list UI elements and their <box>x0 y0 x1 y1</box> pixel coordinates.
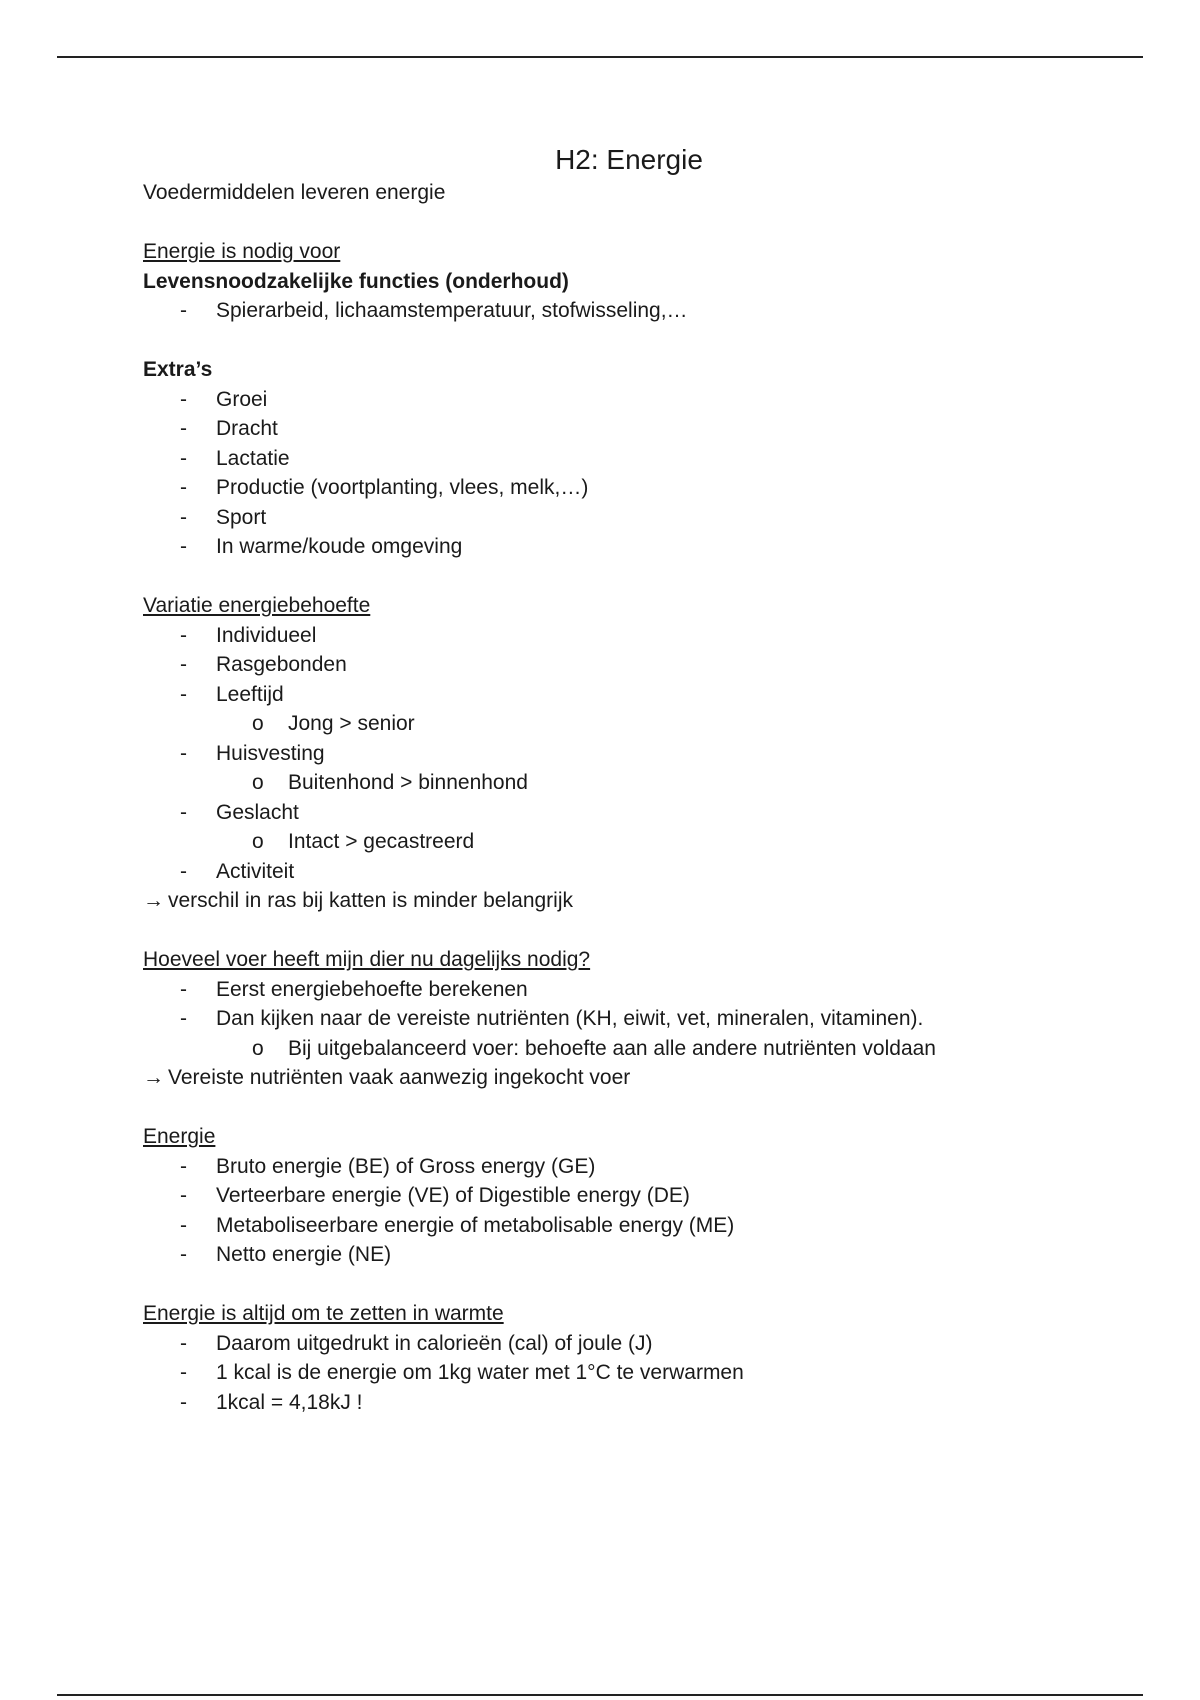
page-title: H2: Energie <box>555 144 703 175</box>
list-item <box>143 1211 1103 1241</box>
list-item-text: Metaboliseerbare energie of metabolisable energy (ME) <box>216 1213 735 1237</box>
list-item <box>143 414 1103 444</box>
list-item-text: Individueel <box>216 623 317 647</box>
dash-bullet: - <box>180 1184 187 1207</box>
sub-list-item-text: Bij uitgebalanceerd voer: behoefte aan alle andere nutriënten voldaan <box>288 1036 936 1060</box>
list-item <box>143 739 1103 769</box>
list-item-text: Activiteit <box>216 859 295 883</box>
section-heading-energy: Energie <box>143 1125 216 1148</box>
list-item <box>143 473 1103 503</box>
list-item <box>143 1181 1103 1211</box>
section-heading-extras: Extra’s <box>143 358 213 381</box>
list-item <box>143 650 1103 680</box>
list-item <box>143 680 1103 710</box>
list-item-text: Verteerbare energie (VE) of Digestible energy (DE) <box>216 1184 690 1207</box>
list-item <box>143 975 1103 1005</box>
circle-bullet: o <box>252 1036 264 1060</box>
list-item-text: Dracht <box>216 417 278 440</box>
dash-bullet: - <box>180 1331 187 1355</box>
list-item-text: Bruto energie (BE) of Gross energy (GE) <box>216 1154 596 1178</box>
dash-bullet: - <box>180 505 187 529</box>
dash-bullet: - <box>180 859 187 883</box>
header-rule <box>57 56 1143 58</box>
section-heading-heat: Energie is altijd om te zetten in warmte <box>143 1302 504 1325</box>
list-item-text: Huisvesting <box>216 741 325 765</box>
list-item-text: In warme/koude omgeving <box>216 535 463 558</box>
dash-bullet: - <box>180 1007 187 1030</box>
dash-bullet: - <box>180 446 187 470</box>
sub-list-item <box>143 709 1103 739</box>
list-item <box>143 798 1103 828</box>
list-item-text: Groei <box>216 387 268 411</box>
dash-bullet: - <box>180 800 187 824</box>
list-item <box>143 1388 1103 1418</box>
list-item <box>143 1152 1103 1182</box>
document-body <box>143 142 1103 1417</box>
dash-bullet: - <box>180 741 187 765</box>
dash-bullet: - <box>180 1361 187 1384</box>
arrow-right-icon: → <box>143 1066 164 1089</box>
list-item <box>143 1358 1103 1388</box>
sub-list-item-text: Buitenhond > binnenhond <box>288 771 528 794</box>
intro-text: Voedermiddelen leveren energie <box>143 181 446 204</box>
list-item <box>143 621 1103 651</box>
arrow-right-icon: → <box>143 889 164 912</box>
dash-bullet: - <box>180 1154 187 1178</box>
list-item-text: Daarom uitgedrukt in calorieën (cal) of joule (J) <box>216 1331 653 1355</box>
list-item <box>143 444 1103 474</box>
sub-list-item <box>143 768 1103 798</box>
list-item-text: Netto energie (NE) <box>216 1243 392 1266</box>
list-item-text: Eerst energiebehoefte berekenen <box>216 977 528 1001</box>
list-item-text: Leeftijd <box>216 682 284 706</box>
list-item-text: Rasgebonden <box>216 653 347 676</box>
dash-bullet: - <box>180 1213 187 1237</box>
circle-bullet: o <box>252 771 264 794</box>
sub-list-item <box>143 827 1103 857</box>
dash-bullet: - <box>180 1390 187 1414</box>
section-heading-variation: Variatie energiebehoefte <box>143 594 371 617</box>
list-item <box>143 503 1103 533</box>
list-item-text: Sport <box>216 505 267 529</box>
list-item <box>143 1004 1103 1034</box>
list-item <box>143 1329 1103 1359</box>
list-item-text: Spierarbeid, lichaamstemperatuur, stofwisseling,… <box>216 299 688 322</box>
note-text: verschil in ras bij katten is minder belangrijk <box>168 889 573 912</box>
dash-bullet: - <box>180 1243 187 1266</box>
circle-bullet: o <box>252 712 264 735</box>
list-item <box>143 385 1103 415</box>
dash-bullet: - <box>180 682 187 706</box>
section-heading-need: Energie is nodig voor <box>143 240 341 263</box>
list-item-text: Lactatie <box>216 446 290 470</box>
circle-bullet: o <box>252 830 264 853</box>
list-item-text: 1 kcal is de energie om 1kg water met 1°C te verwarmen <box>216 1361 744 1384</box>
list-item <box>143 857 1103 887</box>
sub-list-item-text: Jong > senior <box>288 712 415 735</box>
dash-bullet: - <box>180 623 187 647</box>
list-item-text: Productie (voortplanting, vlees, melk,…) <box>216 476 589 499</box>
list-item <box>143 532 1103 562</box>
dash-bullet: - <box>180 476 187 499</box>
footer-rule <box>57 1694 1143 1696</box>
list-item-text: Geslacht <box>216 800 299 824</box>
sub-list-item <box>143 1034 1103 1064</box>
list-item <box>143 1240 1103 1270</box>
note-line <box>143 1063 1103 1093</box>
section-subheading-maintenance: Levensnoodzakelijke functies (onderhoud) <box>143 269 569 293</box>
dash-bullet: - <box>180 299 187 322</box>
dash-bullet: - <box>180 535 187 558</box>
dash-bullet: - <box>180 417 187 440</box>
dash-bullet: - <box>180 387 187 411</box>
note-text: Vereiste nutriënten vaak aanwezig ingekocht voer <box>168 1066 631 1089</box>
sub-list-item-text: Intact > gecastreerd <box>288 830 475 853</box>
list-item <box>143 296 1103 326</box>
list-item-text: 1kcal = 4,18kJ ! <box>216 1390 363 1414</box>
dash-bullet: - <box>180 653 187 676</box>
dash-bullet: - <box>180 977 187 1001</box>
section-heading-daily: Hoeveel voer heeft mijn dier nu dagelijks nodig? <box>143 948 591 971</box>
note-line <box>143 886 1103 916</box>
list-item-text: Dan kijken naar de vereiste nutriënten (KH, eiwit, vet, mineralen, vitaminen). <box>216 1007 924 1030</box>
